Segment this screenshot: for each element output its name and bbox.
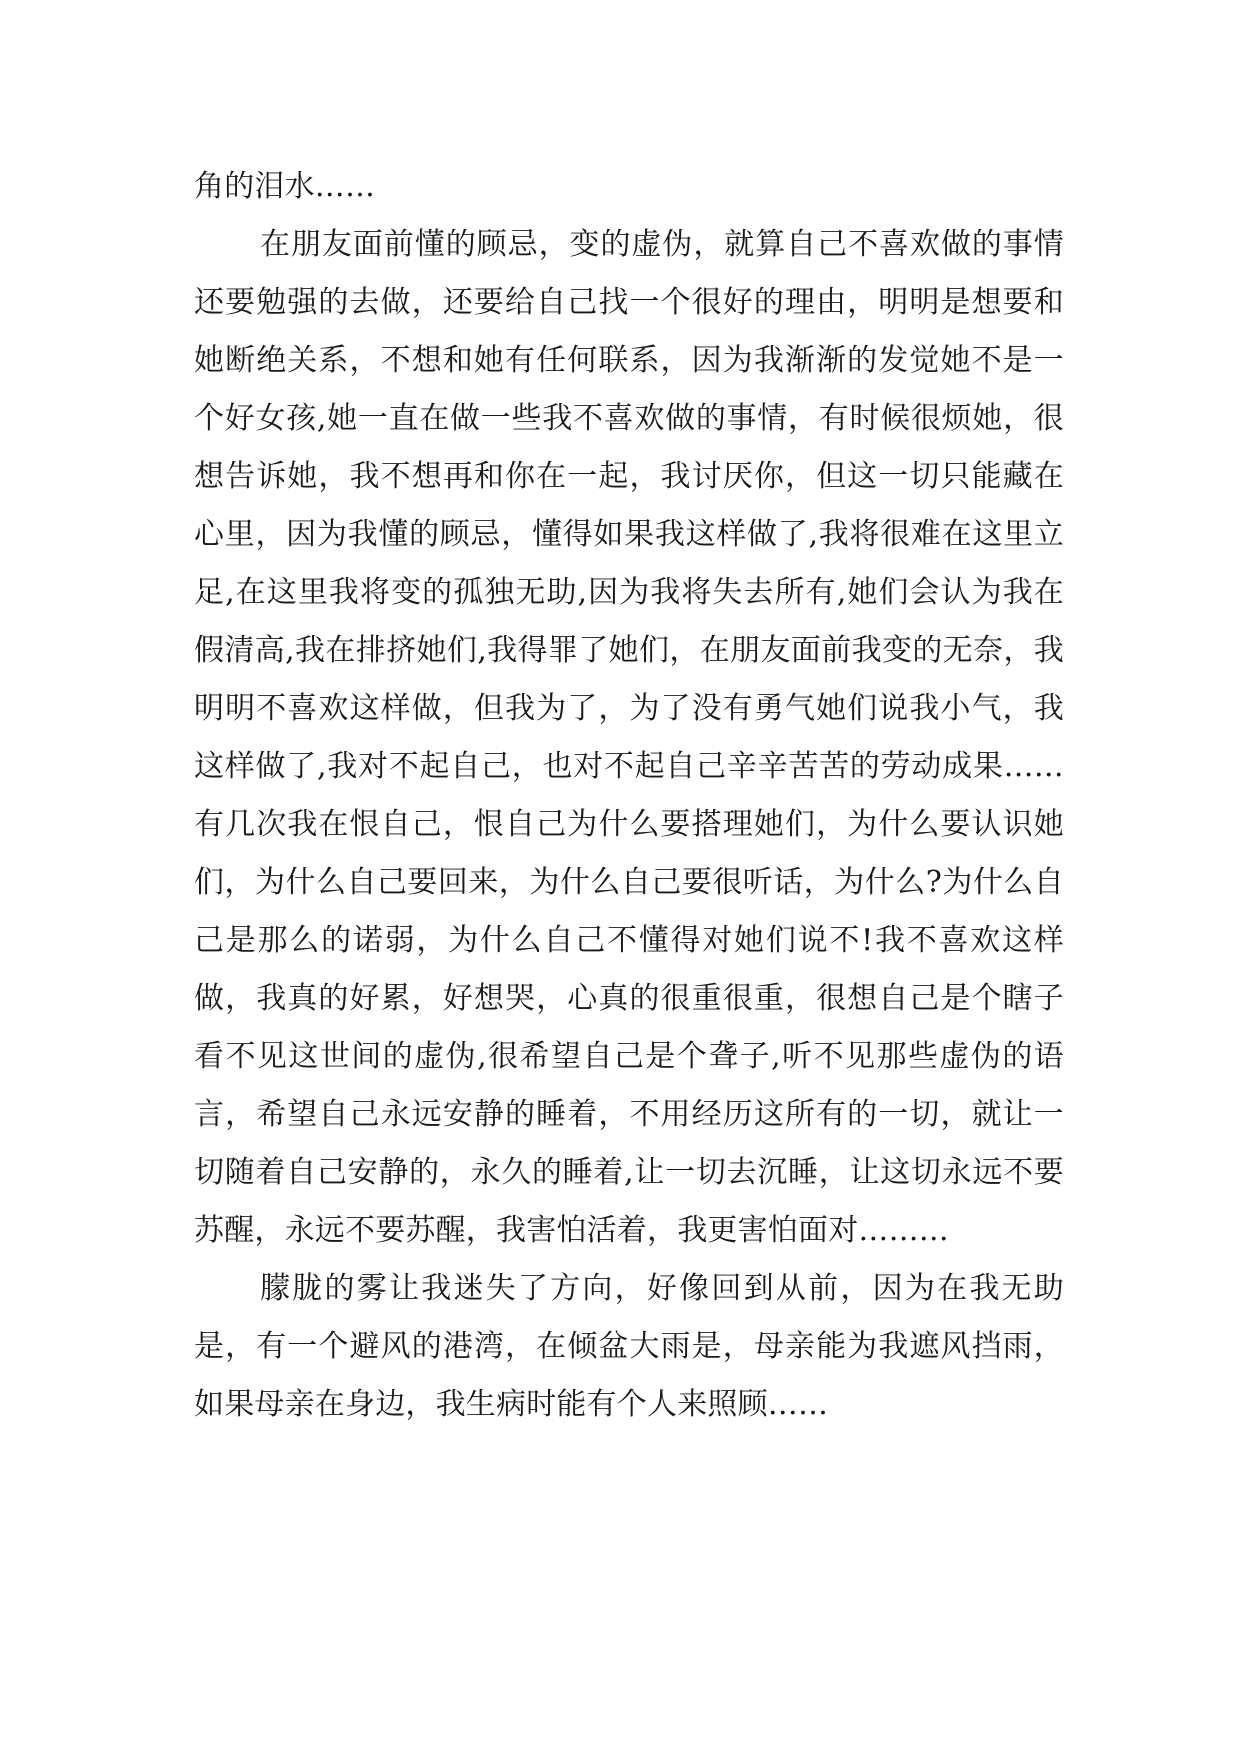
paragraph-1: 角的泪水……	[194, 169, 376, 204]
document-body	[194, 158, 1064, 1434]
paragraph-3: 朦胧的雾让我迷失了方向，好像回到从前，因为在我无助是，有一个避风的港湾，在倾盆大雨是，母亲能为我遮风挡雨，如果母亲在身边，我生病时能有个人来照顾……	[194, 1271, 1064, 1422]
paragraph-2: 在朋友面前懂的顾忌，变的虚伪，就算自己不喜欢做的事情还要勉强的去做，还要给自己找一个很好的理由，明明是想要和她断绝关系，不想和她有任何联系，因为我渐渐的发觉她不是一个好女孩,她一直在做一些我不喜欢做的事情，有时候很烦她，很想告诉她，我不想再和你在一起，我讨厌你，但这一切只能藏在心里，因为我懂的顾忌，懂得如果我这样做了,我将很难在这里立足,在这里我将变的孤独无助,因为我将失去所有,她们会认为我在假清高,我在排挤她们,我得罪了她们，在朋友面前我变的无奈，我明明不喜欢这样做，但我为了，为了没有勇气她们说我小气，我这样做了,我对不起自己，也对不起自己辛辛苦苦的劳动成果……有几次我在恨自己，恨自己为什么要搭理她们，为什么要认识她们，为什么自己要回来，为什么自己要很听话，为什么?为什么自己是那么的诺弱，为什么自己不懂得对她们说不!我不喜欢这样做，我真的好累，好想哭，心真的很重很重，很想自己是个瞎子看不见这世间的虚伪,很希望自己是个聋子,听不见那些虚伪的语言，希望自己永远安静的睡着，不用经历这所有的一切，就让一切随着自己安静的，永久的睡着,让一切去沉睡，让这切永远不要苏醒，永远不要苏醒，我害怕活着，我更害怕面对………	[194, 227, 1064, 1248]
